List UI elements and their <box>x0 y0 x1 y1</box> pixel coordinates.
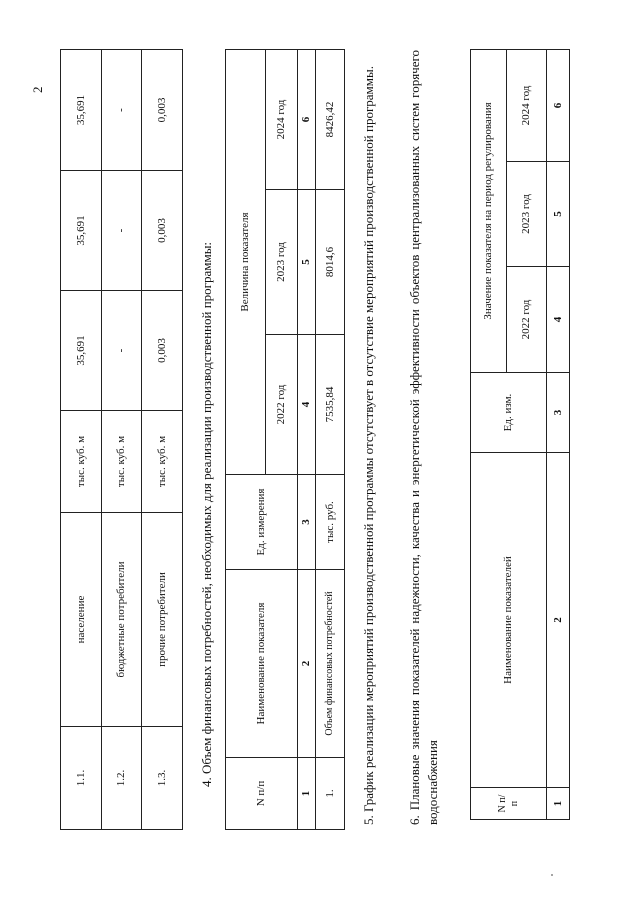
unit-cell: тыс. куб. м <box>142 411 183 513</box>
value-2022-cell: - <box>101 291 142 411</box>
row-number-cell: 1.1. <box>61 727 102 830</box>
indicator-name-cell: прочие потребители <box>142 513 183 727</box>
header-indicator-name: Наименование показателей <box>471 453 547 788</box>
value-2023-cell: 0,003 <box>142 171 183 291</box>
unit-cell: тыс. руб. <box>316 475 345 570</box>
header-number: N п/п <box>471 788 547 820</box>
index-cell: 2 <box>547 453 570 788</box>
table-row <box>142 50 183 830</box>
header-unit: Ед. изм. <box>471 373 547 453</box>
header-value-group: Значение показателя на период регулирования <box>471 49 507 372</box>
header-year-2024: 2024 год <box>507 49 547 161</box>
index-cell: 6 <box>298 49 316 189</box>
indicator-name-cell: Объем финансовых потребностей <box>316 570 345 758</box>
value-2022-cell: 0,003 <box>142 291 183 411</box>
index-cell: 3 <box>298 475 316 570</box>
value-2024-cell: 8426,42 <box>316 49 345 189</box>
value-2024-cell: - <box>101 50 142 171</box>
value-2022-cell: 7535,84 <box>316 335 345 475</box>
section-6-text: 6. Плановые значения показателей надежности, качества и энергетической эффективности объектов централизованных систем горячего водоснабжения <box>407 50 440 825</box>
table-header-row <box>471 49 507 819</box>
table-row <box>101 50 142 830</box>
section-5-text: 5. График реализации мероприятий производственной программы отсутствует в отсутствие мероприятий производственной программы. <box>361 66 376 825</box>
index-cell: 5 <box>547 162 570 267</box>
index-cell: 5 <box>298 190 316 335</box>
indicator-name-cell: бюджетные потребители <box>101 513 142 727</box>
header-year-2024: 2024 год <box>266 49 298 189</box>
value-2024-cell: 35,691 <box>61 50 102 171</box>
consumption-table <box>60 49 183 830</box>
page-number: 2 <box>30 86 45 93</box>
value-2022-cell: 35,691 <box>61 291 102 411</box>
indicator-name-cell: население <box>61 513 102 727</box>
header-indicator-name: Наименование показателя <box>226 570 298 758</box>
header-year-2022: 2022 год <box>507 267 547 373</box>
index-cell: 1 <box>298 758 316 830</box>
row-number-cell: 1. <box>316 758 345 830</box>
row-number-cell: 1.3. <box>142 727 183 830</box>
value-2024-cell: 0,003 <box>142 50 183 171</box>
section-4-heading: 4. Объем финансовых потребностей, необходимых для реализации производственной программы: <box>199 241 214 787</box>
value-2023-cell: 8014,6 <box>316 190 345 335</box>
index-cell: 2 <box>298 570 316 758</box>
index-cell: 3 <box>547 373 570 453</box>
table-index-row <box>298 49 316 829</box>
row-number-cell: 1.2. <box>101 727 142 830</box>
financial-needs-table <box>225 49 345 830</box>
value-2023-cell: 35,691 <box>61 171 102 291</box>
value-2023-cell: - <box>101 171 142 291</box>
unit-cell: тыс. куб. м <box>101 411 142 513</box>
header-number: N п/п <box>226 758 298 830</box>
scan-speck <box>551 874 553 876</box>
table-index-row <box>547 49 570 819</box>
index-cell: 1 <box>547 788 570 820</box>
reliability-indicators-table <box>470 49 570 820</box>
index-cell: 4 <box>547 267 570 373</box>
table-row <box>316 49 345 829</box>
table-row <box>61 50 102 830</box>
index-cell: 4 <box>298 335 316 475</box>
header-value-group: Величина показателя <box>226 49 266 474</box>
header-year-2023: 2023 год <box>266 190 298 335</box>
header-year-2022: 2022 год <box>266 335 298 475</box>
index-cell: 6 <box>547 49 570 161</box>
header-unit: Ед. измерения <box>226 475 298 570</box>
unit-cell: тыс. куб. м <box>61 411 102 513</box>
table-header-row <box>226 49 266 829</box>
header-year-2023: 2023 год <box>507 162 547 267</box>
